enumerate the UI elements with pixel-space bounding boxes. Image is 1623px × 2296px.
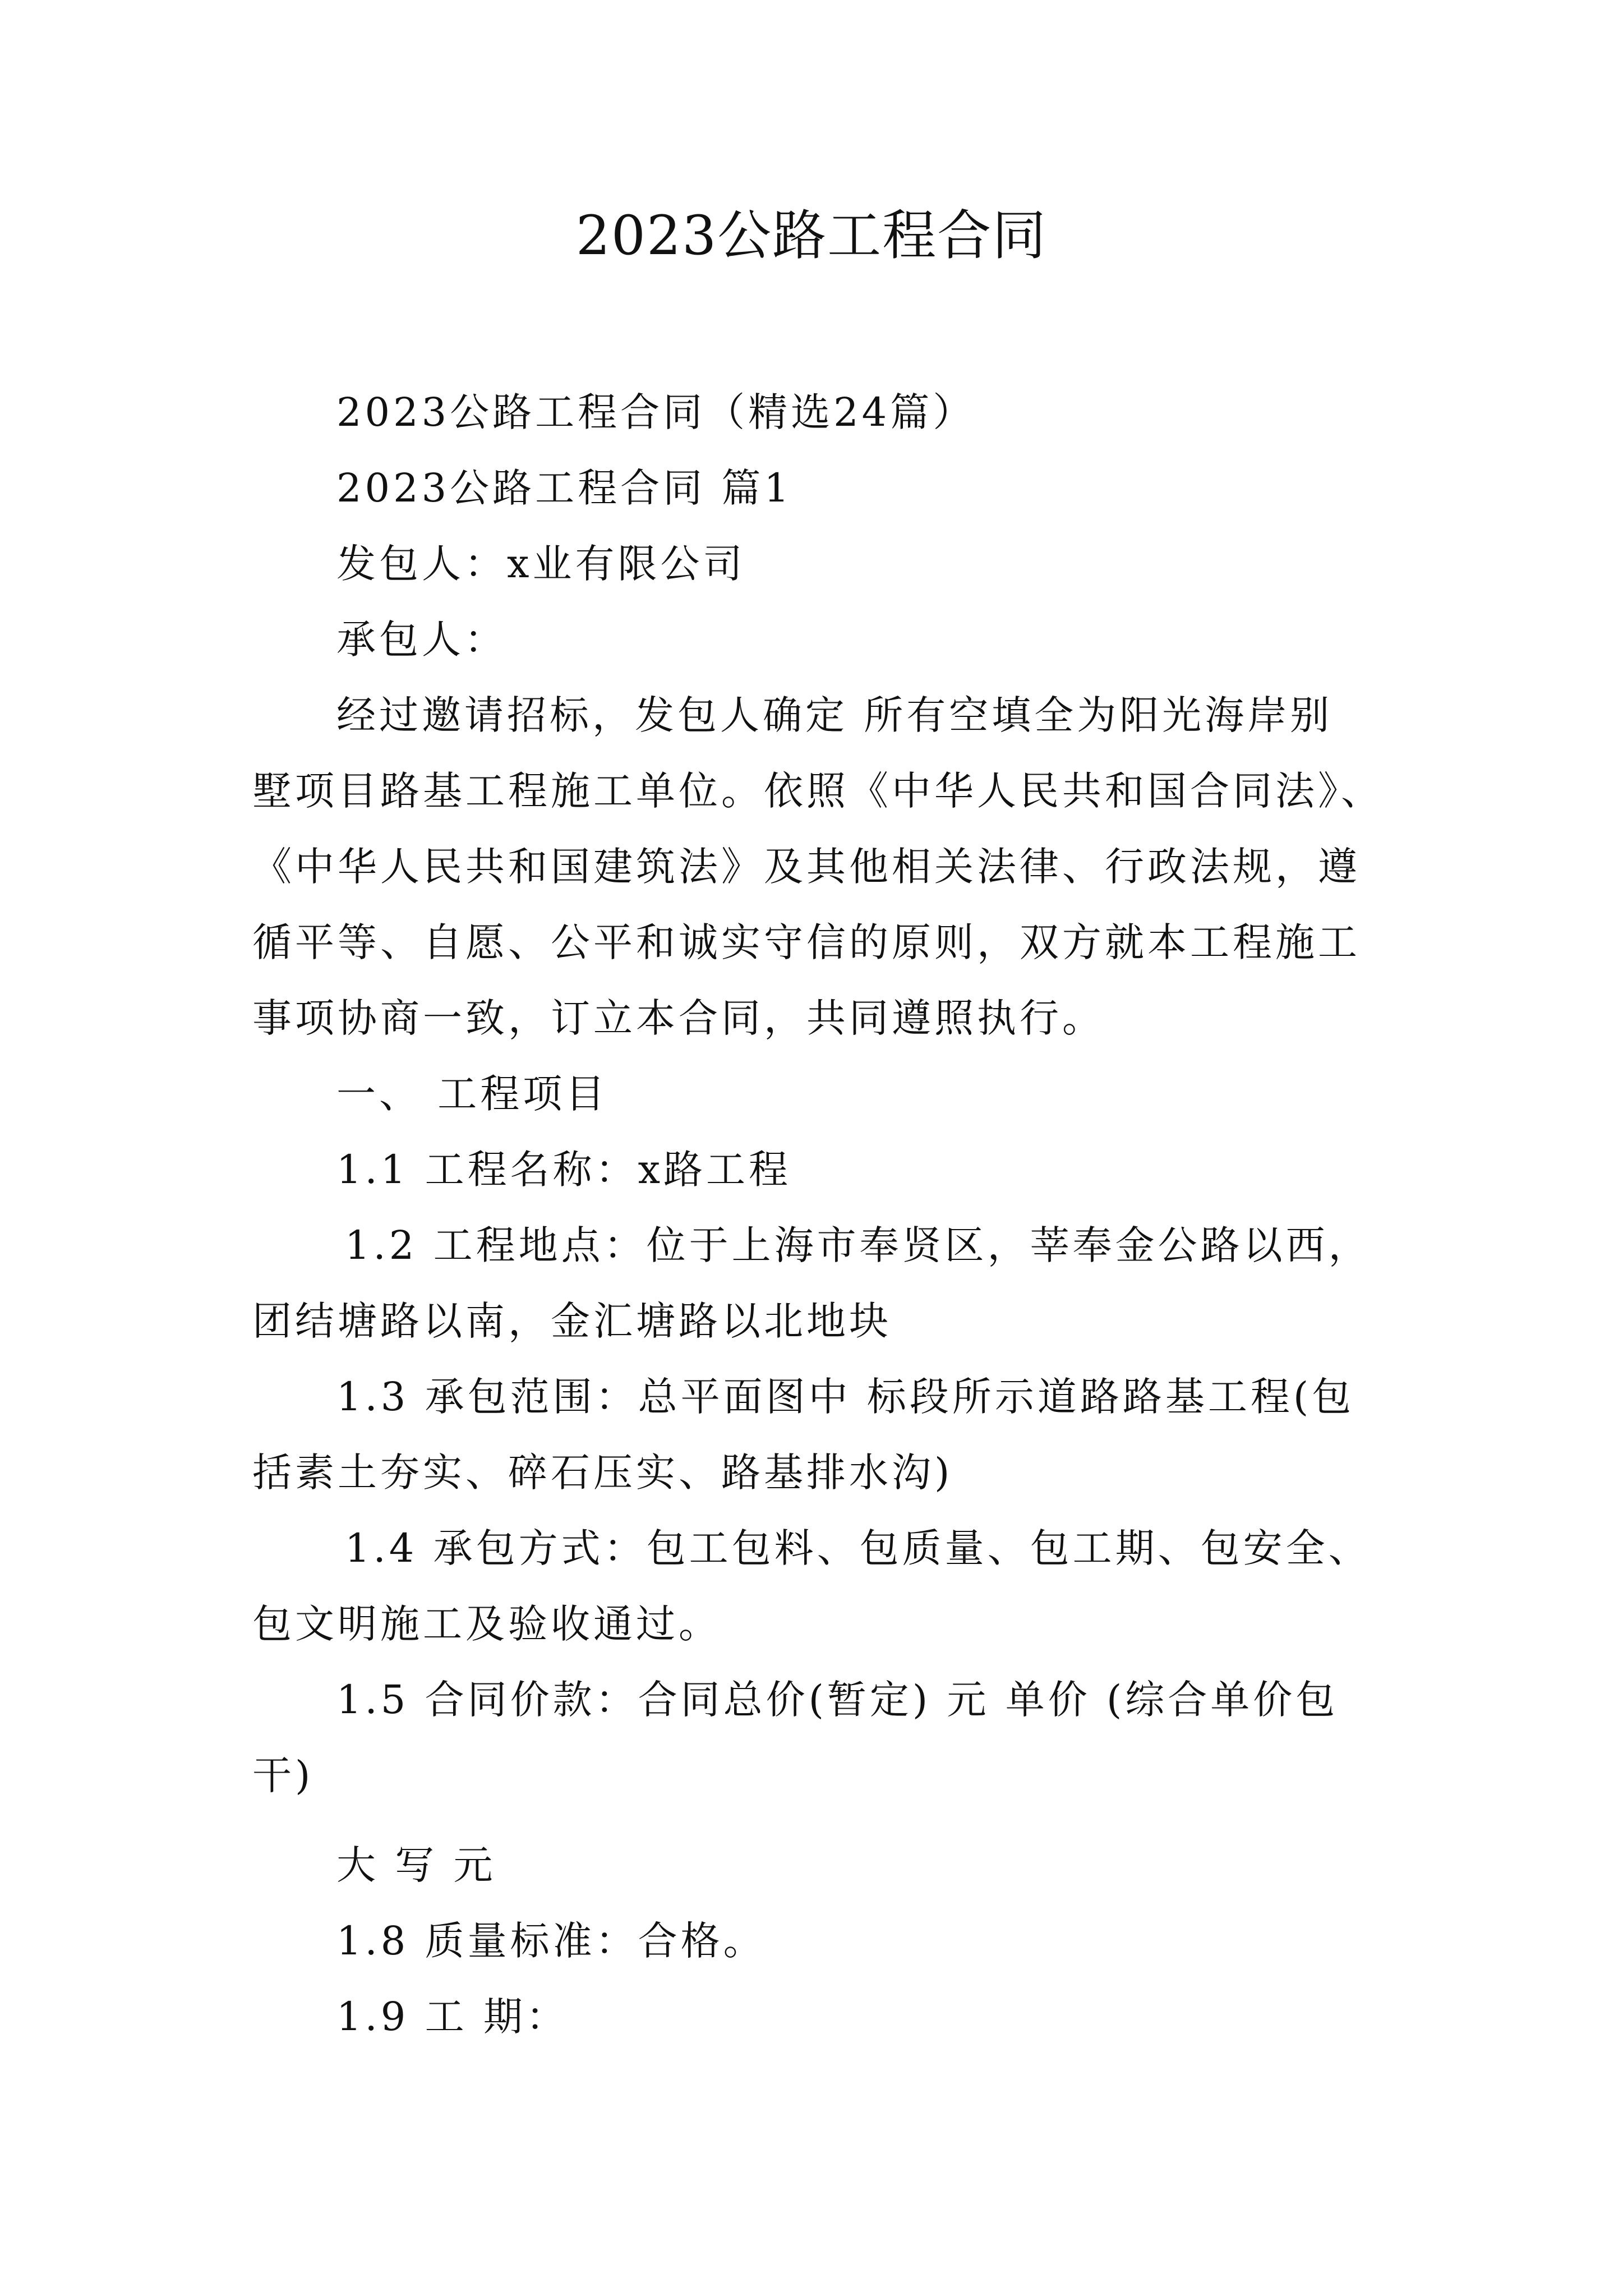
clause-line: 1.3 承包范围：总平面图中 标段所示道路路基工程(包 — [336, 1374, 1355, 1420]
clause-line: 1.8 质量标准：合格。 — [336, 1918, 766, 1964]
party-a-line: 发包人：x业有限公司 — [336, 541, 746, 587]
clause-line: 1.1 工程名称：x路工程 — [336, 1147, 792, 1193]
clause-line: 1.4 承包方式：包工包料、包质量、包工期、包安全、 — [345, 1525, 1371, 1571]
clause-line: 团结塘路以南，金汇塘路以北地块 — [252, 1298, 892, 1344]
document-title: 2023公路工程合同 — [575, 204, 1048, 267]
paragraph-line: 事项协商一致，订立本合同，共同遵照执行。 — [252, 995, 1105, 1041]
paragraph-line: 《中华人民共和国建筑法》及其他相关法律、行政法规，遵 — [252, 844, 1361, 890]
paragraph-line: 经过邀请招标，发包人确定 所有空填全为阳光海岸别 — [336, 692, 1333, 738]
clause-line: 1.5 合同价款：合同总价(暂定) 元 单价 (综合单价包 — [336, 1677, 1339, 1723]
clause-line: 1.9 工 期： — [336, 1994, 569, 2040]
section-heading: 2023公路工程合同 篇1 — [336, 465, 792, 511]
paragraph-line: 墅项目路基工程施工单位。依照《中华人民共和国合同法》、 — [252, 768, 1384, 814]
paragraph-line: 循平等、自愿、公平和诚实守信的原则，双方就本工程施工 — [252, 919, 1361, 965]
subtitle-line: 2023公路工程合同（精选24篇） — [336, 389, 976, 435]
clause-line: 括素土夯实、碎石压实、路基排水沟) — [252, 1450, 953, 1496]
clause-line: 1.2 工程地点：位于上海市奉贤区，莘奉金公路以西， — [345, 1222, 1371, 1268]
party-b-line: 承包人： — [336, 616, 507, 662]
clause-line: 包文明施工及验收通过。 — [252, 1601, 721, 1647]
clause-line: 大 写 元 — [336, 1842, 496, 1888]
clause-line: 干) — [252, 1752, 314, 1798]
section-heading: 一、 工程项目 — [336, 1071, 608, 1117]
